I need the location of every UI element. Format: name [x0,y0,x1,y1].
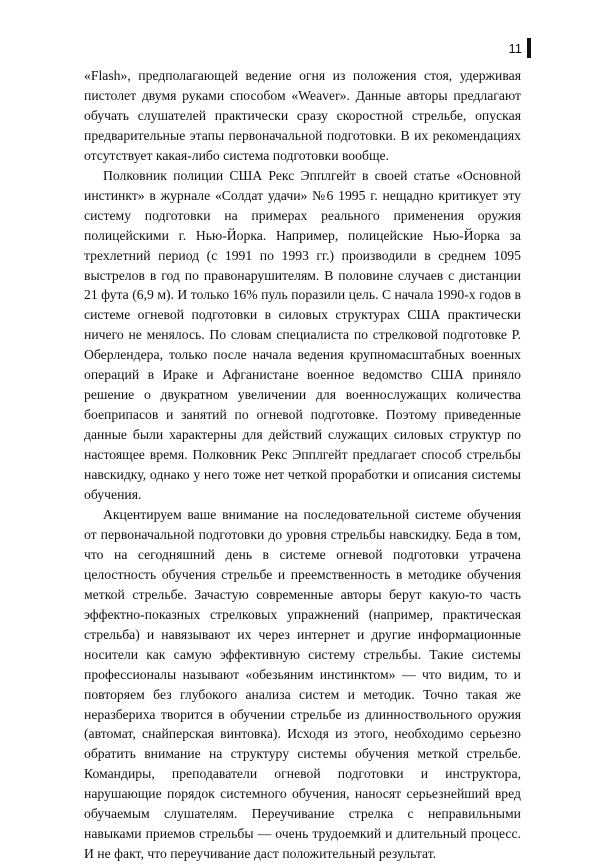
page-header [509,38,532,58]
body-text [84,66,521,864]
page-number: 11 [508,40,522,56]
paragraph-1: «Flash», предполагающей ведение огня из положения стоя, удерживая пистолет двумя руками способом «Weaver». Данные авторы предлагают обучать слушателей практически сразу скоростной стрельбе, опуская предварительные этапы первоначальной подготовки. В их рекомендациях отсутствует какая-либо система подготовки вообще. [84,68,521,163]
page-number-bar [527,38,531,58]
paragraph-3: Акцентируем ваше внимание на последовательной системе обучения от первоначальной подготовки до уровня стрельбы навскидку. Беда в том, что на сегодняшний день в системе огневой подготовки утрачена целостность обучения стрельбе и преемственность в методике обучения меткой стрельбе. Зачастую современные авторы берут какую-то часть эффектно-показных стрелковых упражнений (например, практическая стрельба) и навязывают их через интернет и другие информационные носители как самую эффективную систему стрельбы. Такие системы профессионалы называют «обезьяним инстинктом» — что видим, то и повторяем без глубокого анализа систем и методик. Точно такая же неразбериха творится в обучении стрельбе из длинноствольного оружия (автомат, снайперская винтовка). Исходя из этого, необходимо серьезно обратить внимание на структуру системы обучения меткой стрельбе. Командиры, преподаватели огневой подготовки и инструктора, нарушающие порядок системного обучения, наносят серьезнейший вред обучаемым слушателям. Переучивание стрелка с неправильными навыками приемов стрельбы — очень трудоемкий и длительный процесс. И не факт, что переучивание даст положительный результат. [84,506,521,862]
paragraph-2: Полковник полиции США Рекс Эпплгейт в своей статье «Основной инстинкт» в журнале «Солдат удачи» №6 1995 г. нещадно критикует эту систему подготовки на примерах реального применения оружия полицейскими г. Нью-Йорка. Например, полицейские Нью-Йорка за трехлетний период (с 1991 по 1993 гг.) производили в среднем 1095 выстрелов в год по правонарушителям. В половине случаев с дистанции 21 фута (6,9 м). И только 16% пуль поразили цель. С начала 1990-х годов в системе огневой подготовки в силовых структурах США практически ничего не менялось. По словам специалиста по стрелковой подготовке Р. Оберлендера, только после начала ведения крупномасштабных военных операций в Ираке и Афганистане военное ведомство США приняло решение о двукратном увеличении для военнослужащих количества боеприпасов и занятий по огневой подготовке. Поэтому приведенные данные были характерны для действий служащих силовых структур по настоящее время. Полковник Рекс Эпплгейт предлагает способ стрельбы навскидку, однако у него тоже нет четкой проработки и описания системы обучения. [84,167,521,503]
